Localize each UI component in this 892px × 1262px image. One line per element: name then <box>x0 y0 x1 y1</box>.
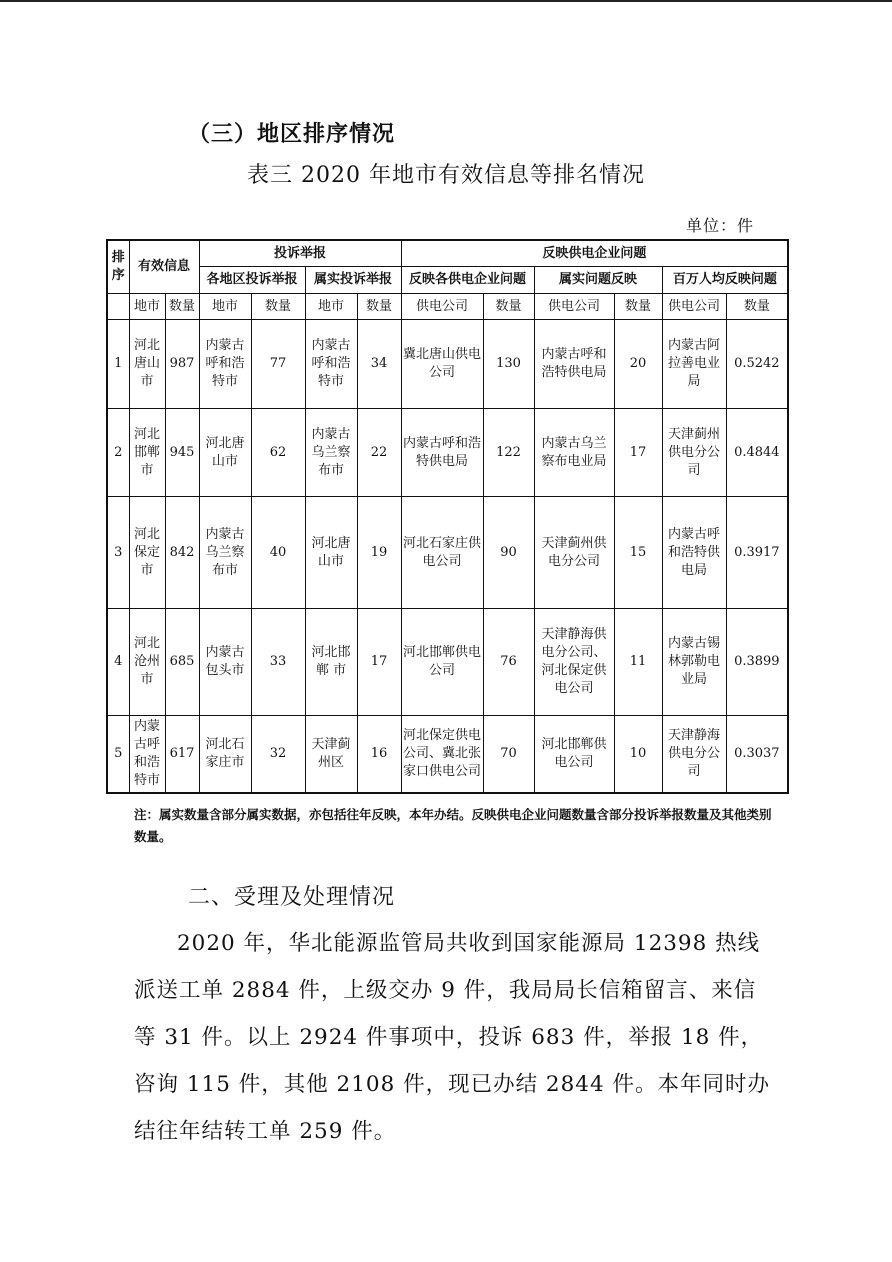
city-cell: 河北邯郸市 <box>129 409 165 497</box>
company-cell: 冀北唐山供电公司 <box>401 320 483 409</box>
header-company: 供电公司 <box>401 294 483 320</box>
header-per-million: 百万人均反映问题 <box>662 267 788 294</box>
unit-label: 单位：件 <box>686 216 755 235</box>
company-count-cell: 90 <box>483 497 534 609</box>
header-regional-complaints: 各地区投诉举报 <box>199 267 305 294</box>
company-cell: 河北保定供电公司、冀北张家口供电公司 <box>401 716 483 794</box>
company-count-cell: 70 <box>483 716 534 794</box>
header-city: 地市 <box>199 294 251 320</box>
header-city: 地市 <box>305 294 357 320</box>
table-title: 表三 2020 年地市有效信息等排名情况 <box>247 163 645 188</box>
header-row-1 <box>107 240 788 267</box>
header-company: 供电公司 <box>534 294 614 320</box>
page-top-border <box>0 0 892 2</box>
header-valid-info: 有效信息 <box>129 240 199 294</box>
per-million-company-cell: 天津静海供电分公司 <box>662 716 726 794</box>
regional-count-cell: 62 <box>251 409 305 497</box>
header-rank: 排序 <box>107 240 129 294</box>
verified-city-cell: 河北唐山市 <box>305 497 357 609</box>
company-count-cell: 130 <box>483 320 534 409</box>
table-row <box>107 609 788 716</box>
regional-city-cell: 内蒙古包头市 <box>199 609 251 716</box>
company-count-cell: 122 <box>483 409 534 497</box>
city-cell: 河北唐山市 <box>129 320 165 409</box>
per-million-value-cell: 0.3037 <box>726 716 788 794</box>
regional-count-cell: 32 <box>251 716 305 794</box>
table-row <box>107 497 788 609</box>
verified-count-cell: 34 <box>357 320 401 409</box>
per-million-value-cell: 0.3917 <box>726 497 788 609</box>
verified-count-cell: 16 <box>357 716 401 794</box>
regional-city-cell: 河北石家庄市 <box>199 716 251 794</box>
city-cell: 河北保定市 <box>129 497 165 609</box>
regional-city-cell: 河北唐山市 <box>199 409 251 497</box>
header-row-2 <box>107 267 788 294</box>
rank-cell: 3 <box>107 497 129 609</box>
count-cell: 945 <box>165 409 199 497</box>
count-cell: 842 <box>165 497 199 609</box>
per-million-value-cell: 0.3899 <box>726 609 788 716</box>
city-cell: 河北沧州市 <box>129 609 165 716</box>
per-million-company-cell: 天津蓟州供电分公司 <box>662 409 726 497</box>
per-million-value-cell: 0.4844 <box>726 409 788 497</box>
section-heading-handling: 二、受理及处理情况 <box>188 885 396 910</box>
verified-company-cell: 内蒙古呼和浩特供电局 <box>534 320 614 409</box>
table-note: 注：属实数量含部分属实数据，亦包括往年反映，本年办结。反映供电企业问题数量含部分投诉举报数量及其他类别数量。 <box>134 807 772 844</box>
body-paragraph: 2020 年，华北能源监管局共收到国家能源局 12398 热线派送工单 2884 件，上级交办 9 件，我局局长信箱留言、来信等 31 件。以上 2924 件事项中，投诉 683 件，举报 18 件，咨询 115 件，其他 2108 件，现已办结 2844 件。本年同时办结往年结转工单 259 件。 <box>134 931 770 1144</box>
table-row <box>107 409 788 497</box>
verified-company-cell: 天津静海供电分公司、河北保定供电公司 <box>534 609 614 716</box>
header-verified-complaints: 属实投诉举报 <box>305 267 401 294</box>
verified-count-cell: 22 <box>357 409 401 497</box>
regional-count-cell: 33 <box>251 609 305 716</box>
verified-count-cell: 17 <box>357 609 401 716</box>
header-company-issues: 反映各供电企业问题 <box>401 267 534 294</box>
rank-cell: 5 <box>107 716 129 794</box>
header-count: 数量 <box>165 294 199 320</box>
verified-company-count-cell: 11 <box>614 609 662 716</box>
rank-cell: 2 <box>107 409 129 497</box>
header-count: 数量 <box>726 294 788 320</box>
header-city: 地市 <box>129 294 165 320</box>
header-count: 数量 <box>483 294 534 320</box>
count-cell: 987 <box>165 320 199 409</box>
header-supplier-issues: 反映供电企业问题 <box>401 240 788 267</box>
table-row <box>107 320 788 409</box>
header-verified-issues: 属实问题反映 <box>534 267 662 294</box>
city-cell: 内蒙古呼和浩特市 <box>129 716 165 794</box>
verified-city-cell: 河北邯郸 市 <box>305 609 357 716</box>
verified-company-cell: 天津蓟州供电分公司 <box>534 497 614 609</box>
header-count: 数量 <box>251 294 305 320</box>
per-million-company-cell: 内蒙古呼和浩特供电局 <box>662 497 726 609</box>
verified-count-cell: 19 <box>357 497 401 609</box>
verified-city-cell: 内蒙古乌兰察布市 <box>305 409 357 497</box>
rank-cell: 4 <box>107 609 129 716</box>
per-million-value-cell: 0.5242 <box>726 320 788 409</box>
regional-count-cell: 77 <box>251 320 305 409</box>
regional-city-cell: 内蒙古呼和浩特市 <box>199 320 251 409</box>
per-million-company-cell: 内蒙古阿拉善电业局 <box>662 320 726 409</box>
header-company: 供电公司 <box>662 294 726 320</box>
company-cell: 河北石家庄供电公司 <box>401 497 483 609</box>
rank-cell: 1 <box>107 320 129 409</box>
per-million-company-cell: 内蒙古锡林郭勒电业局 <box>662 609 726 716</box>
company-cell: 河北邯郸供电公司 <box>401 609 483 716</box>
verified-company-cell: 河北邯郸供电公司 <box>534 716 614 794</box>
verified-company-count-cell: 10 <box>614 716 662 794</box>
verified-company-count-cell: 17 <box>614 409 662 497</box>
verified-company-count-cell: 15 <box>614 497 662 609</box>
verified-city-cell: 内蒙古呼和浩特市 <box>305 320 357 409</box>
header-complaints: 投诉举报 <box>199 240 401 267</box>
count-cell: 617 <box>165 716 199 794</box>
company-count-cell: 76 <box>483 609 534 716</box>
header-count: 数量 <box>614 294 662 320</box>
verified-company-cell: 内蒙古乌兰察布电业局 <box>534 409 614 497</box>
table-row <box>107 716 788 794</box>
verified-company-count-cell: 20 <box>614 320 662 409</box>
ranking-table <box>106 239 789 794</box>
section-heading-regional-ranking: （三）地区排序情况 <box>188 122 396 147</box>
header-row-3 <box>107 294 788 320</box>
header-count: 数量 <box>357 294 401 320</box>
verified-city-cell: 天津蓟州区 <box>305 716 357 794</box>
regional-count-cell: 40 <box>251 497 305 609</box>
count-cell: 685 <box>165 609 199 716</box>
regional-city-cell: 内蒙古乌兰察布市 <box>199 497 251 609</box>
header-blank <box>107 294 129 320</box>
company-cell: 内蒙古呼和浩特供电局 <box>401 409 483 497</box>
